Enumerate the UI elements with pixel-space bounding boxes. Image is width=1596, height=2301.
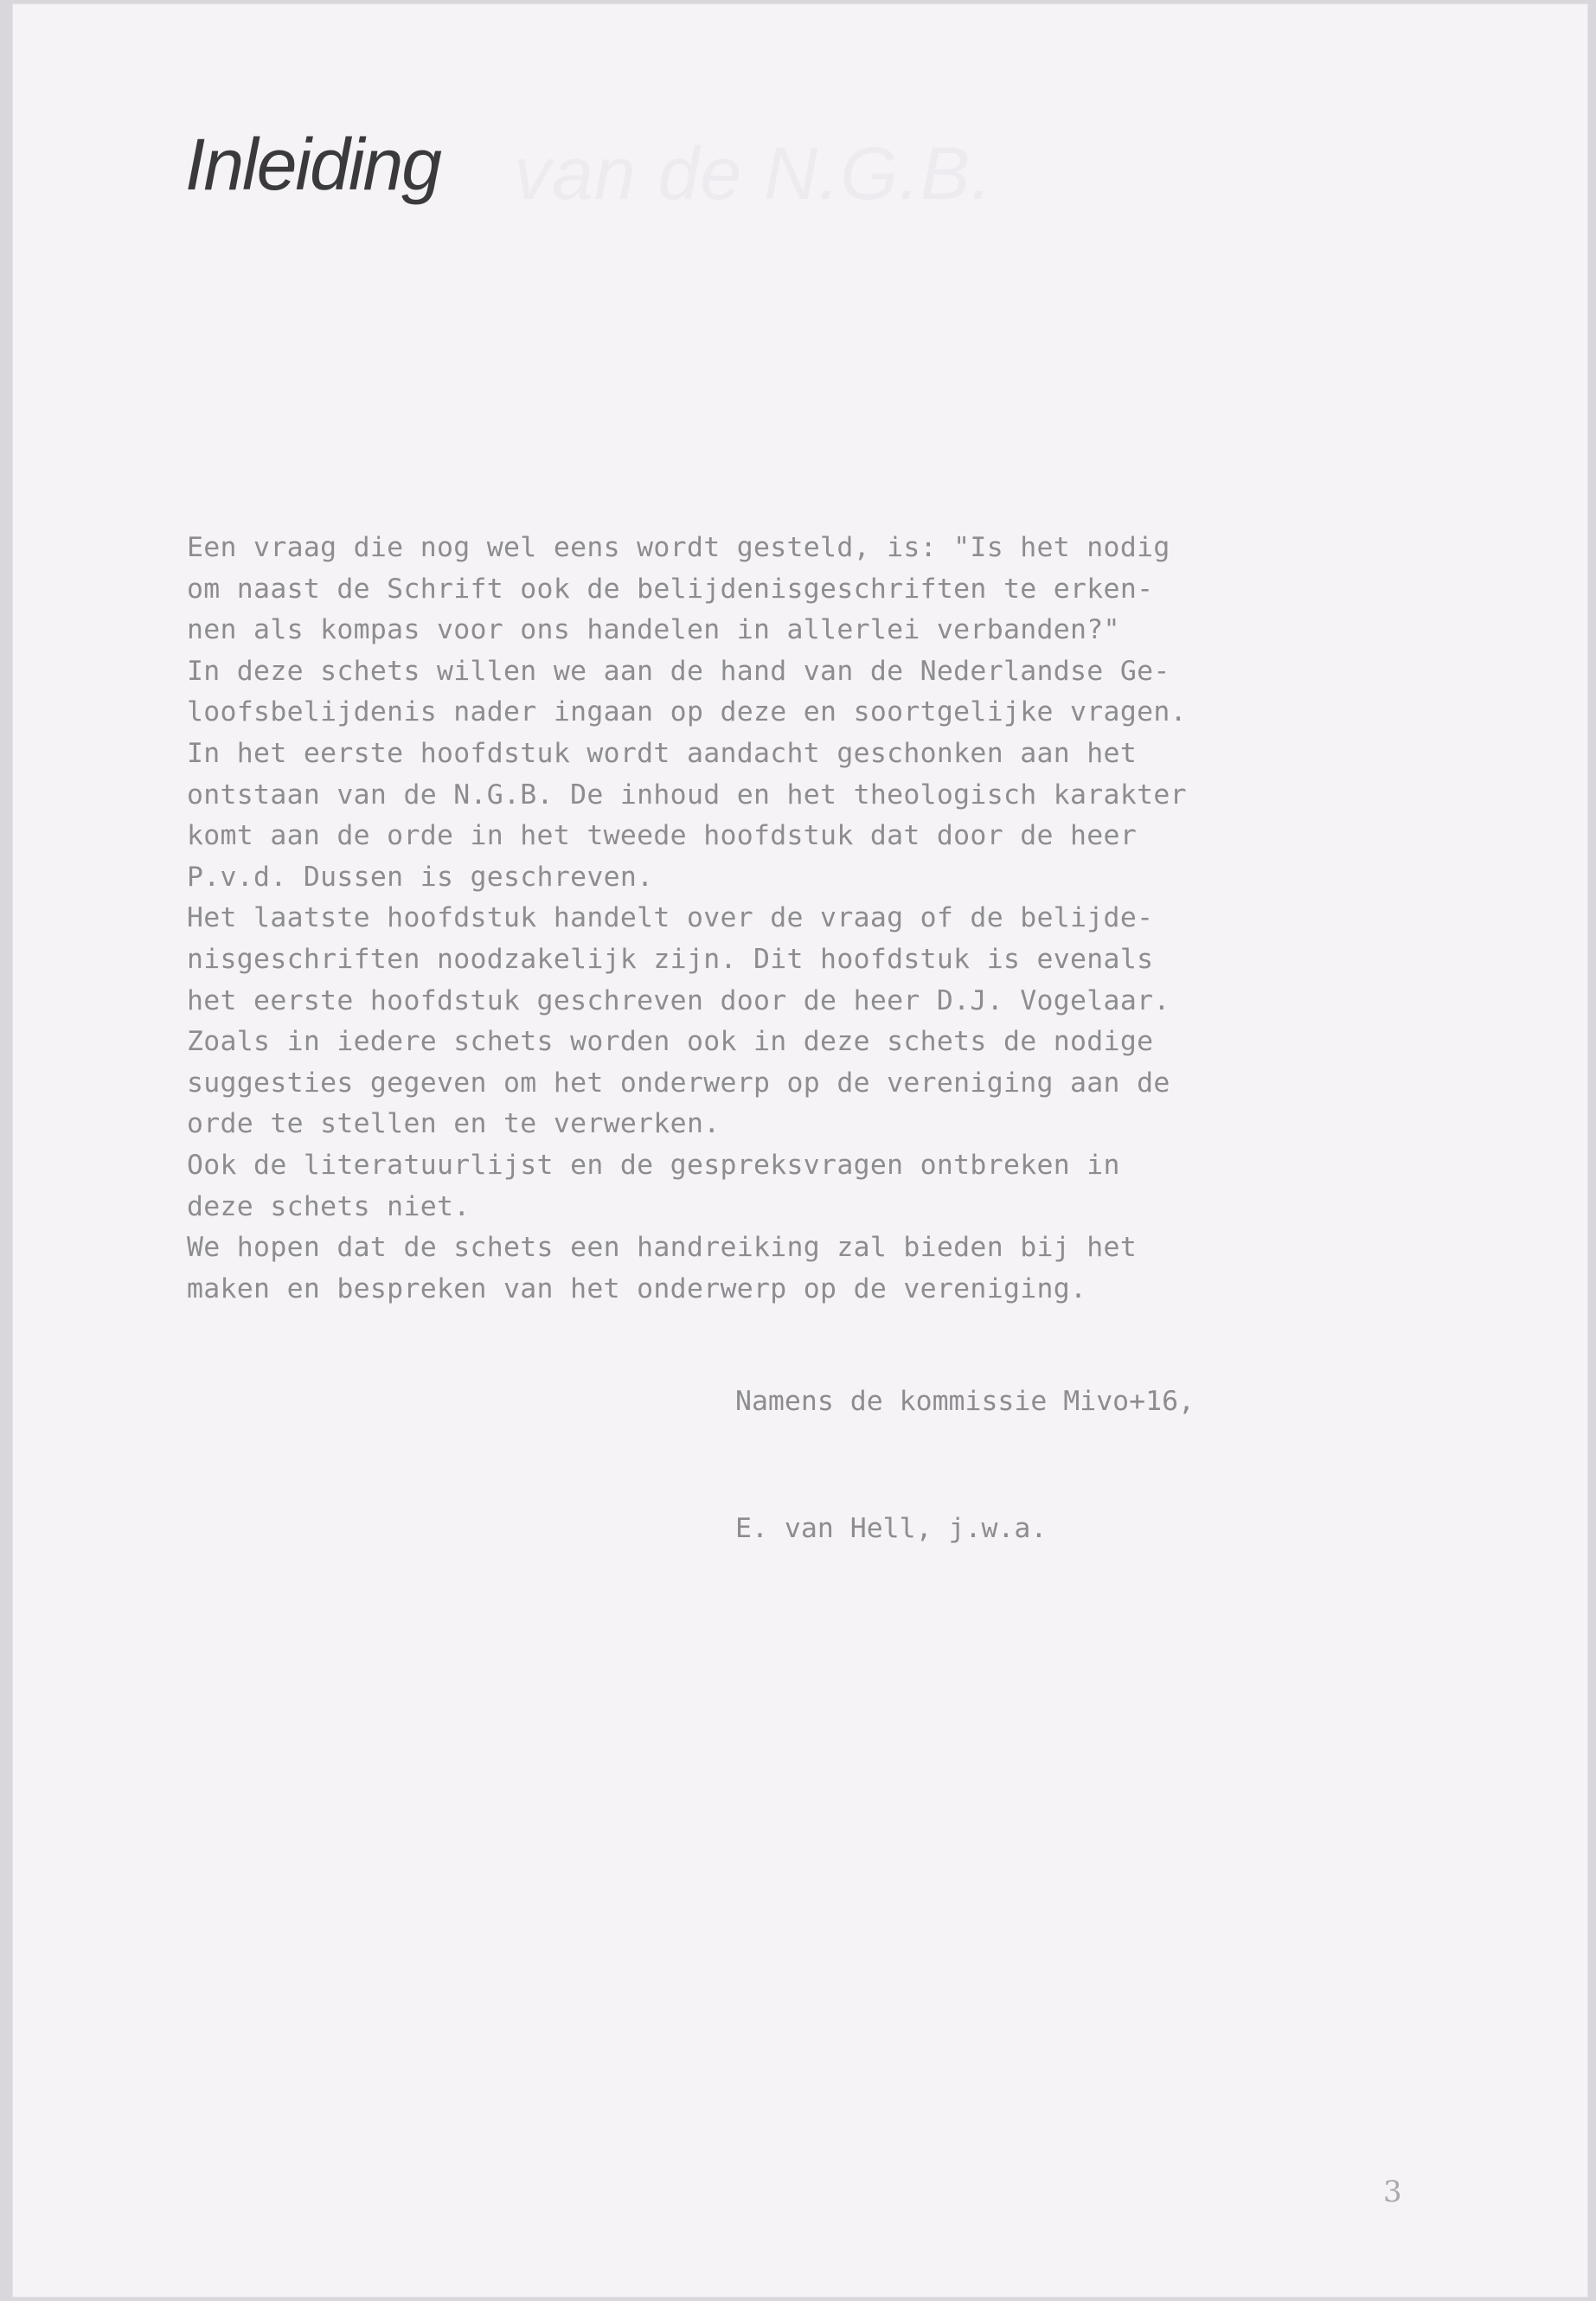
signature-committee: Namens de kommissie Mivo+16,	[735, 1386, 1195, 1417]
body-line: maken en bespreken van het onderwerp op de vereniging.	[187, 1272, 1087, 1304]
page-number: 3	[1383, 2175, 1402, 2209]
body-line: om naast de Schrift ook de belijdenisgeschriften te erken-	[187, 573, 1154, 605]
body-line: We hopen dat de schets een handreiking zal bieden bij het	[187, 1232, 1138, 1264]
body-line: In deze schets willen we aan de hand van de Nederlandse Ge-	[187, 655, 1170, 687]
body-line: orde te stellen en te verwerken.	[187, 1108, 721, 1140]
body-line: suggesties gegeven om het onderwerp op de vereniging aan de	[187, 1067, 1170, 1099]
body-line: deze schets niet.	[187, 1190, 471, 1222]
show-through-heading: van de N.G.B.	[514, 132, 993, 215]
body-line: In het eerste hoofdstuk wordt aandacht geschonken aan het	[187, 737, 1138, 769]
body-line: nisgeschriften noodzakelijk zijn. Dit hoofdstuk is evenals	[187, 943, 1154, 975]
document-page	[12, 3, 1588, 2298]
body-line: komt aan de orde in het tweede hoofdstuk dat door de heer	[187, 820, 1138, 852]
body-line: het eerste hoofdstuk geschreven door de heer D.J. Vogelaar.	[187, 984, 1170, 1016]
body-line: Het laatste hoofdstuk handelt over de vraag of de belijde-	[187, 902, 1154, 934]
body-line: Een vraag die nog wel eens wordt gesteld, is: "Is het nodig	[187, 532, 1170, 563]
body-paragraph	[187, 528, 1450, 1310]
body-line: ontstaan van de N.G.B. De inhoud en het theologisch karakter	[187, 779, 1187, 811]
page-title: Inleiding	[185, 124, 440, 205]
body-line: Zoals in iedere schets worden ook in deze schets de nodige	[187, 1026, 1154, 1058]
body-line: P.v.d. Dussen is geschreven.	[187, 861, 654, 893]
body-line: Ook de literatuurlijst en de gespreksvragen ontbreken in	[187, 1149, 1120, 1181]
body-line: loofsbelijdenis nader ingaan op deze en soortgelijke vragen.	[187, 696, 1187, 728]
body-line: nen als kompas voor ons handelen in allerlei verbanden?"	[187, 614, 1120, 646]
signature-name: E. van Hell, j.w.a.	[735, 1513, 1048, 1544]
